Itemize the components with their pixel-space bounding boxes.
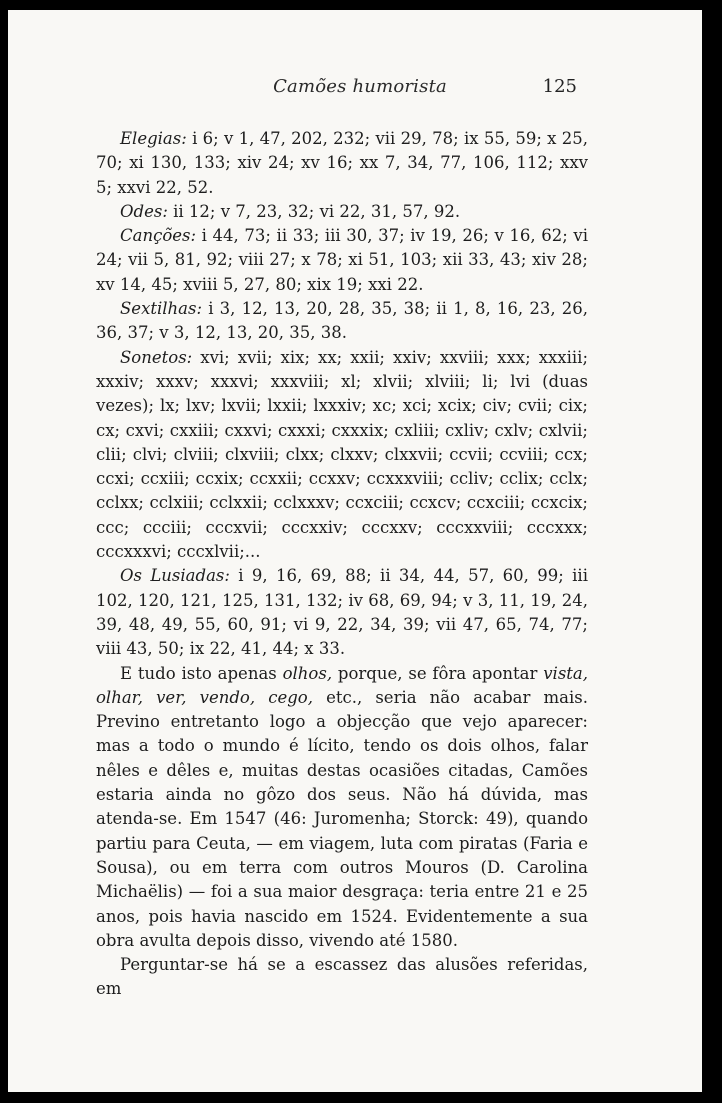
paragraph-text: Perguntar-se há se a escassez das alusões referidas, em [96, 955, 588, 999]
book-page [8, 10, 712, 1092]
entry-references: xvi; xvii; xix; xx; xxii; xxiv; xxviii; xxx; xxxiii; xxxiv; xxxv; xxxvi; xxxviii; xl; xlvii; xlviii; li; lvi (duas vezes); lx; lxv; lxvii; lxxii; lxxxiv; xc; xci; xcix; civ; cvii; cix; cx; cxvi; cxxiii; cxxvi; cxxxi; cxxxix; cxliii; cxliv; cxlv; cxlvii; clii; clvi; clviii; clxviii; clxx; clxxv; clxxvii; ccvii; ccviii; ccx; ccxi; ccxiii; ccxix; ccxxii; ccxxv; ccxxxviii; ccliv; cclix; cclx; cclxx; cclxiii; cclxxii; cclxxxv; ccxciii; ccxcv; ccxciii; ccxcix; ccc; ccciii; cccxvii; cccxxiv; cccxxv; cccxxviii; cccxxx; cccxxxvi; cccxlvii;... [96, 347, 588, 562]
entry-references: i 6; v 1, 47, 202, 232; vii 29, 78; ix 55, 59; x 25, 70; xi 130, 133; xiv 24; xv 16; xx 7, 34, 77, 106, 112; xxv 5; xxvi 22, 52. [96, 129, 588, 197]
scan-edge [702, 10, 712, 1092]
index-entry-sextilhas [96, 297, 588, 346]
entry-references: ii 12; v 7, 23, 32; vi 22, 31, 57, 92. [167, 201, 461, 221]
entry-references: i 3, 12, 13, 20, 28, 35, 38; ii 1, 8, 16, 23, 26, 36, 37; v 3, 12, 13, 20, 35, 38. [96, 299, 588, 343]
index-entry-lusiadas [96, 564, 588, 661]
entry-label: Odes: [120, 201, 168, 221]
page-header [8, 76, 712, 102]
body-paragraph [96, 953, 588, 1002]
index-entry-odes [96, 200, 588, 224]
page-body [96, 127, 588, 1002]
paragraph-text: etc., seria não acabar mais. Previno entretanto logo a objecção que vejo aparecer: mas a todo o mundo é lícito, tendo os dois olhos, falar nêles e dêles e, muitas destas ocasiões citadas, Camões estaria ainda no gôzo dos seus. Não há dúvida, mas atenda-se. Em 1547 (46: Juromenha; Storck: 49), quando partiu para Ceuta, — em viagem, luta com piratas (Faria e Sousa), ou em terra com outros Mouros (D. Carolina Michaëlis) — foi a sua maior desgraça: teria entre 21 e 25 anos, pois havia nascido em 1524. Evidentemente a sua obra avulta depois disso, vivendo até 1580. [96, 687, 588, 950]
entry-references: i 44, 73; ii 33; iii 30, 37; iv 19, 26; v 16, 62; vi 24; vii 5, 81, 92; viii 27; x 78; xi 51, 103; xii 33, 43; xiv 28; xv 14, 45; xviii 5, 27, 80; xix 19; xxi 22. [96, 226, 588, 294]
entry-label: Canções: [120, 226, 197, 246]
running-title: Camões humorista [273, 76, 447, 97]
entry-label: Elegias: [120, 129, 187, 148]
entry-label: Os Lusiadas: [120, 566, 230, 586]
paragraph-text: E tudo isto apenas [120, 663, 283, 683]
paragraph-text: porque, se fôra apontar [332, 663, 544, 683]
body-paragraph [96, 662, 588, 954]
entry-references: i 9, 16, 69, 88; ii 34, 44, 57, 60, 99; iii 102, 120, 121, 125, 131, 132; iv 68, 69, 94; v 3, 11, 19, 24, 39, 48, 49, 55, 60, 91; vi 9, 22, 34, 39; vii 47, 65, 74, 77; viii 43, 50; ix 22, 41, 44; x 33. [96, 566, 588, 659]
emphasis-olhos: olhos, [282, 663, 333, 683]
page-number: 125 [542, 76, 577, 97]
index-entry-cancoes [96, 224, 588, 297]
entry-label: Sextilhas: [120, 299, 203, 319]
entry-label: Sonetos: [120, 347, 193, 367]
index-entry-sonetos [96, 346, 588, 565]
emphasis-words: vista, olhar, ver, vendo, cego, [96, 663, 588, 707]
index-entry-elegias [96, 127, 588, 200]
